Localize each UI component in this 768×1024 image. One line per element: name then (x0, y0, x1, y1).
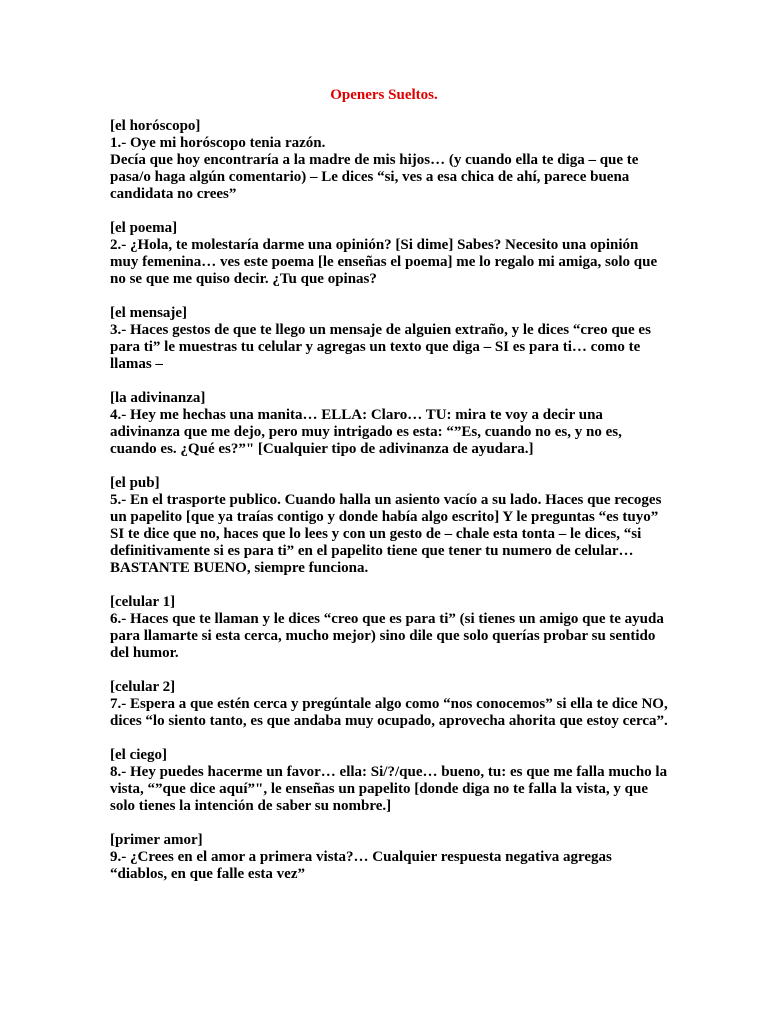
section-tag: [celular 2] (110, 679, 176, 695)
section-celular-2 (110, 679, 670, 730)
document-body (110, 118, 670, 900)
section-tag: [el mensaje] (110, 305, 188, 321)
section-tag: [la adivinanza] (110, 390, 206, 406)
section-line: 9.- ¿Crees en el amor a primera vista?… Cualquier respuesta negativa agregas “diablos, en que falle esta vez” (110, 849, 612, 882)
section-tag: [primer amor] (110, 832, 203, 848)
section-line: 5.- En el trasporte publico. Cuando halla un asiento vacío a su lado. Haces que recoges un papelito [que ya traías contigo y donde había algo escrito] Y le preguntas “es tuyo” SI te dice que no, haces que lo lees y con un gesto de – chale esta tonta – le dices, “si definitivamente si es para ti” en el papelito tiene que tener tu numero de celular… BASTANTE BUENO, siempre funciona. (110, 492, 662, 576)
section-tag: [el horóscopo] (110, 118, 201, 134)
section-line: Decía que hoy encontraría a la madre de mis hijos… (y cuando ella te diga – que te pasa/o haga algún comentario) – Le dices “si, ves a esa chica de ahí, parece buena candidata no crees” (110, 152, 639, 202)
section-mensaje (110, 305, 670, 373)
section-tag: [el poema] (110, 220, 178, 236)
section-ciego (110, 747, 670, 815)
section-poema (110, 220, 670, 288)
section-line: 7.- Espera a que estén cerca y pregúntale algo como “nos conocemos” si ella te dice NO, dices “lo siento tanto, es que andaba muy ocupado, aprovecha ahorita que estoy cerca”. (110, 696, 668, 729)
section-line: 6.- Haces que te llaman y le dices “creo que es para ti” (si tienes un amigo que te ayuda para llamarte si esta cerca, mucho mejor) sino dile que solo querías probar su sentido del humor. (110, 611, 664, 661)
section-horoscopo (110, 118, 670, 203)
section-line: 3.- Haces gestos de que te llego un mensaje de alguien extraño, y le dices “creo que es para ti” le muestras tu celular y agregas un texto que diga – SI es para ti… como te llamas – (110, 322, 651, 372)
section-line: 1.- Oye mi horóscopo tenia razón. (110, 135, 326, 151)
section-primer-amor (110, 832, 670, 883)
section-tag: [el pub] (110, 475, 160, 491)
section-adivinanza (110, 390, 670, 458)
section-line: 4.- Hey me hechas una manita… ELLA: Claro… TU: mira te voy a decir una adivinanza que me dejo, pero muy intrigado es esta: “”Es, cuando no es, y no es, cuando es. ¿Qué es?”" [Cualquier tipo de adivinanza de ayudara.] (110, 407, 622, 457)
section-line: 8.- Hey puedes hacerme un favor… ella: Si/?/que… bueno, tu: es que me falla mucho la vista, “”que dice aquí”", le enseñas un papelito [donde diga no te falla la vista, y que solo tienes la intención de saber su nombre.] (110, 764, 668, 814)
section-tag: [celular 1] (110, 594, 176, 610)
section-tag: [el ciego] (110, 747, 168, 763)
section-pub (110, 475, 670, 577)
document-title: Openers Sueltos. (330, 87, 438, 103)
section-celular-1 (110, 594, 670, 662)
section-line: 2.- ¿Hola, te molestaría darme una opinión? [Si dime] Sabes? Necesito una opinión muy femenina… ves este poema [le enseñas el poema] me lo regalo mi amiga, solo que no se que me quiso decir. ¿Tu que opinas? (110, 237, 658, 287)
